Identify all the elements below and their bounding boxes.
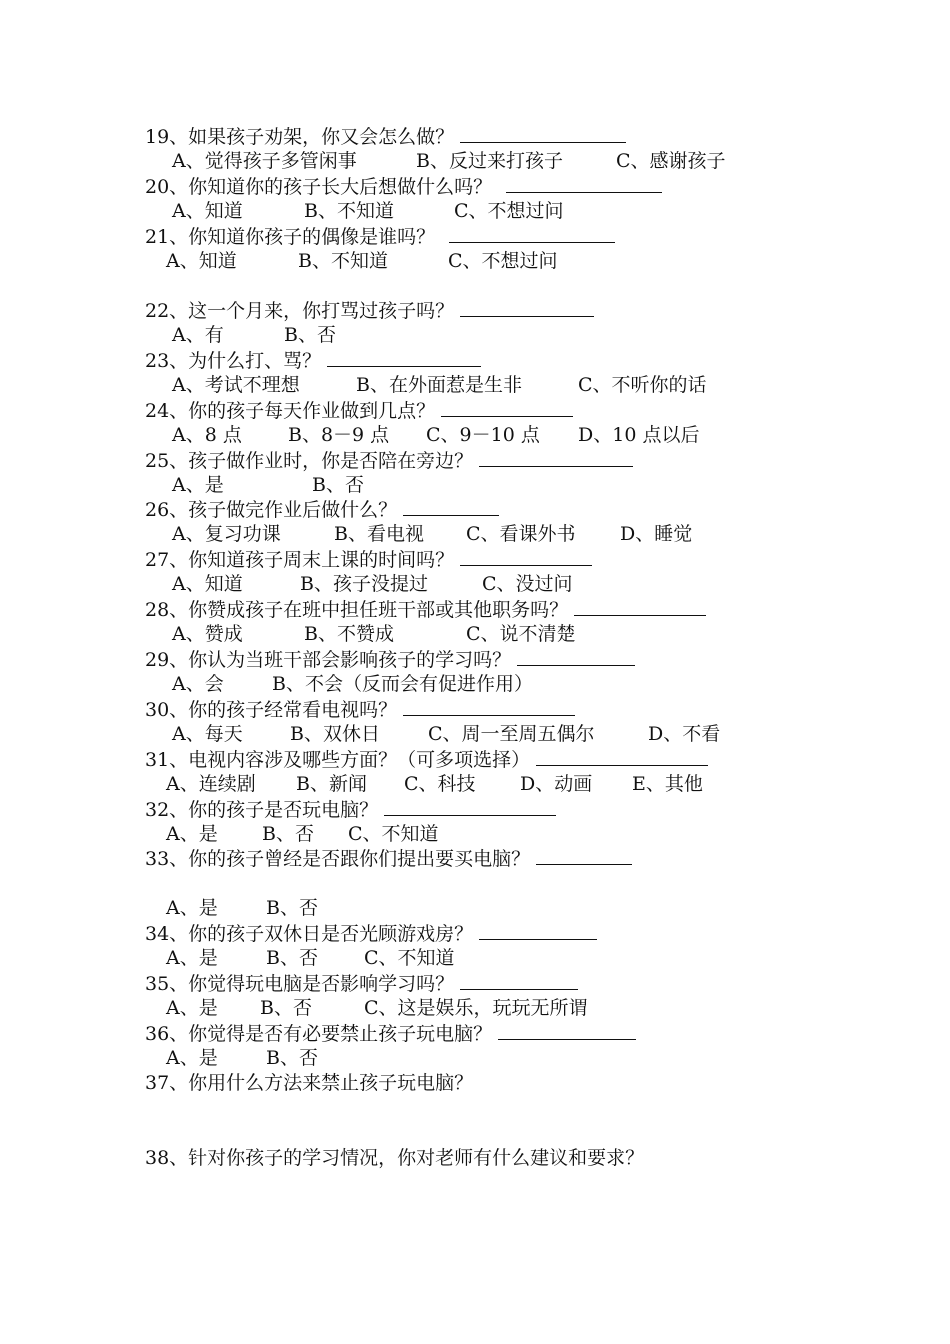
question-34 <box>145 921 597 946</box>
question-27 <box>145 547 592 572</box>
answer-blank[interactable] <box>498 1021 636 1040</box>
option: B、看电视 <box>334 523 424 545</box>
option: D、睡觉 <box>620 523 693 545</box>
option: B、孩子没提过 <box>300 573 428 595</box>
answer-blank[interactable] <box>460 547 592 566</box>
question-text: 28、你赞成孩子在班中担任班干部或其他职务吗？ <box>145 599 569 621</box>
option: A、觉得孩子多管闲事 <box>172 150 357 172</box>
option: A、是 <box>166 897 218 919</box>
option: C、感谢孩子 <box>616 150 726 172</box>
option: A、是 <box>166 947 218 969</box>
option: B、在外面惹是生非 <box>356 374 522 396</box>
option: A、是 <box>166 823 218 845</box>
question-text: 32、你的孩子是否玩电脑？ <box>145 799 379 821</box>
answer-blank[interactable] <box>441 398 573 417</box>
option: B、否 <box>312 474 364 496</box>
answer-blank[interactable] <box>536 846 632 865</box>
option: A、连续剧 <box>166 773 256 795</box>
question-text: 34、你的孩子双休日是否光顾游戏房？ <box>145 923 474 945</box>
option: B、不会（反而会有促进作用） <box>272 673 533 695</box>
question-text: 26、孩子做完作业后做什么？ <box>145 499 398 521</box>
option: D、10 点以后 <box>578 424 700 446</box>
option: D、不看 <box>648 723 721 745</box>
question-25 <box>145 448 633 473</box>
option: B、反过来打孩子 <box>416 150 563 172</box>
question-text: 30、你的孩子经常看电视吗？ <box>145 699 398 721</box>
option: B、新闻 <box>296 773 367 795</box>
option: A、有 <box>172 324 224 346</box>
option: B、不赞成 <box>304 623 394 645</box>
option: B、否 <box>260 997 312 1019</box>
option: A、是 <box>166 1047 218 1069</box>
question-text: 31、电视内容涉及哪些方面？（可多项选择） <box>145 749 531 771</box>
option: B、不知道 <box>298 250 388 272</box>
question-text: 20、你知道你的孩子长大后想做什么吗？ <box>145 176 493 198</box>
option: C、不想过问 <box>448 250 558 272</box>
question-33 <box>145 846 632 871</box>
question-36 <box>145 1021 636 1046</box>
option: A、知道 <box>172 573 243 595</box>
question-text: 22、这一个月来，你打骂过孩子吗？ <box>145 300 455 322</box>
option: A、复习功课 <box>172 523 281 545</box>
option: A、赞成 <box>172 623 243 645</box>
question-19 <box>145 124 626 149</box>
question-text: 21、你知道你孩子的偶像是谁吗？ <box>145 226 436 248</box>
question-text: 25、孩子做作业时，你是否陪在旁边？ <box>145 450 474 472</box>
question-text: 23、为什么打、骂？ <box>145 350 322 372</box>
question-text: 38、针对你孩子的学习情况，你对老师有什么建议和要求？ <box>145 1147 645 1169</box>
option: B、不知道 <box>304 200 394 222</box>
answer-blank[interactable] <box>536 747 708 766</box>
question-text: 33、你的孩子曾经是否跟你们提出要买电脑？ <box>145 848 531 870</box>
option: A、知道 <box>166 250 237 272</box>
question-22 <box>145 298 594 323</box>
question-38 <box>145 1146 644 1170</box>
answer-blank[interactable] <box>449 224 615 243</box>
option: A、8 点 <box>172 424 242 446</box>
answer-blank[interactable] <box>327 348 481 367</box>
question-28 <box>145 597 706 622</box>
option: A、考试不理想 <box>172 374 300 396</box>
option: C、不知道 <box>348 823 439 845</box>
option: A、是 <box>166 997 218 1019</box>
question-20 <box>145 174 662 199</box>
option: A、每天 <box>172 723 243 745</box>
option: B、否 <box>284 324 336 346</box>
option: A、知道 <box>172 200 243 222</box>
option: C、9－10 点 <box>426 424 540 446</box>
option: B、否 <box>266 897 318 919</box>
option: C、科技 <box>404 773 476 795</box>
question-26 <box>145 497 499 522</box>
question-35 <box>145 971 578 996</box>
option: B、否 <box>266 947 318 969</box>
question-31 <box>145 747 708 772</box>
question-32 <box>145 797 556 822</box>
answer-blank[interactable] <box>479 448 633 467</box>
option: E、其他 <box>632 773 703 795</box>
answer-blank[interactable] <box>403 497 499 516</box>
question-30 <box>145 697 575 722</box>
question-23 <box>145 348 481 373</box>
option: A、是 <box>172 474 224 496</box>
option: C、不想过问 <box>454 200 564 222</box>
option: D、动画 <box>520 773 593 795</box>
question-21 <box>145 224 615 249</box>
answer-blank[interactable] <box>574 597 706 616</box>
option: B、8－9 点 <box>288 424 390 446</box>
question-37 <box>145 1071 473 1095</box>
option: A、会 <box>172 673 224 695</box>
question-text: 24、你的孩子每天作业做到几点？ <box>145 400 436 422</box>
option: C、这是娱乐，玩玩无所谓 <box>364 997 588 1019</box>
question-text: 29、你认为当班干部会影响孩子的学习吗？ <box>145 649 512 671</box>
question-text: 37、你用什么方法来禁止孩子玩电脑？ <box>145 1072 474 1094</box>
option: C、没过问 <box>482 573 573 595</box>
option: B、否 <box>266 1047 318 1069</box>
question-24 <box>145 398 573 423</box>
answer-blank[interactable] <box>403 697 575 716</box>
question-text: 27、你知道孩子周末上课的时间吗？ <box>145 549 455 571</box>
option: C、说不清楚 <box>466 623 576 645</box>
answer-blank[interactable] <box>384 797 556 816</box>
option: C、周一至周五偶尔 <box>428 723 595 745</box>
question-text: 36、你觉得是否有必要禁止孩子玩电脑？ <box>145 1023 493 1045</box>
answer-blank[interactable] <box>517 647 635 666</box>
option: C、看课外书 <box>466 523 576 545</box>
answer-blank[interactable] <box>479 921 597 940</box>
option: B、否 <box>262 823 314 845</box>
option: C、不知道 <box>364 947 455 969</box>
option: C、不听你的话 <box>578 374 707 396</box>
answer-blank[interactable] <box>460 298 594 317</box>
answer-blank[interactable] <box>506 174 662 193</box>
option: B、双休日 <box>290 723 380 745</box>
question-text: 19、如果孩子劝架，你又会怎么做？ <box>145 126 455 148</box>
answer-blank[interactable] <box>460 124 626 143</box>
question-29 <box>145 647 635 672</box>
answer-blank[interactable] <box>460 971 578 990</box>
question-text: 35、你觉得玩电脑是否影响学习吗？ <box>145 973 455 995</box>
